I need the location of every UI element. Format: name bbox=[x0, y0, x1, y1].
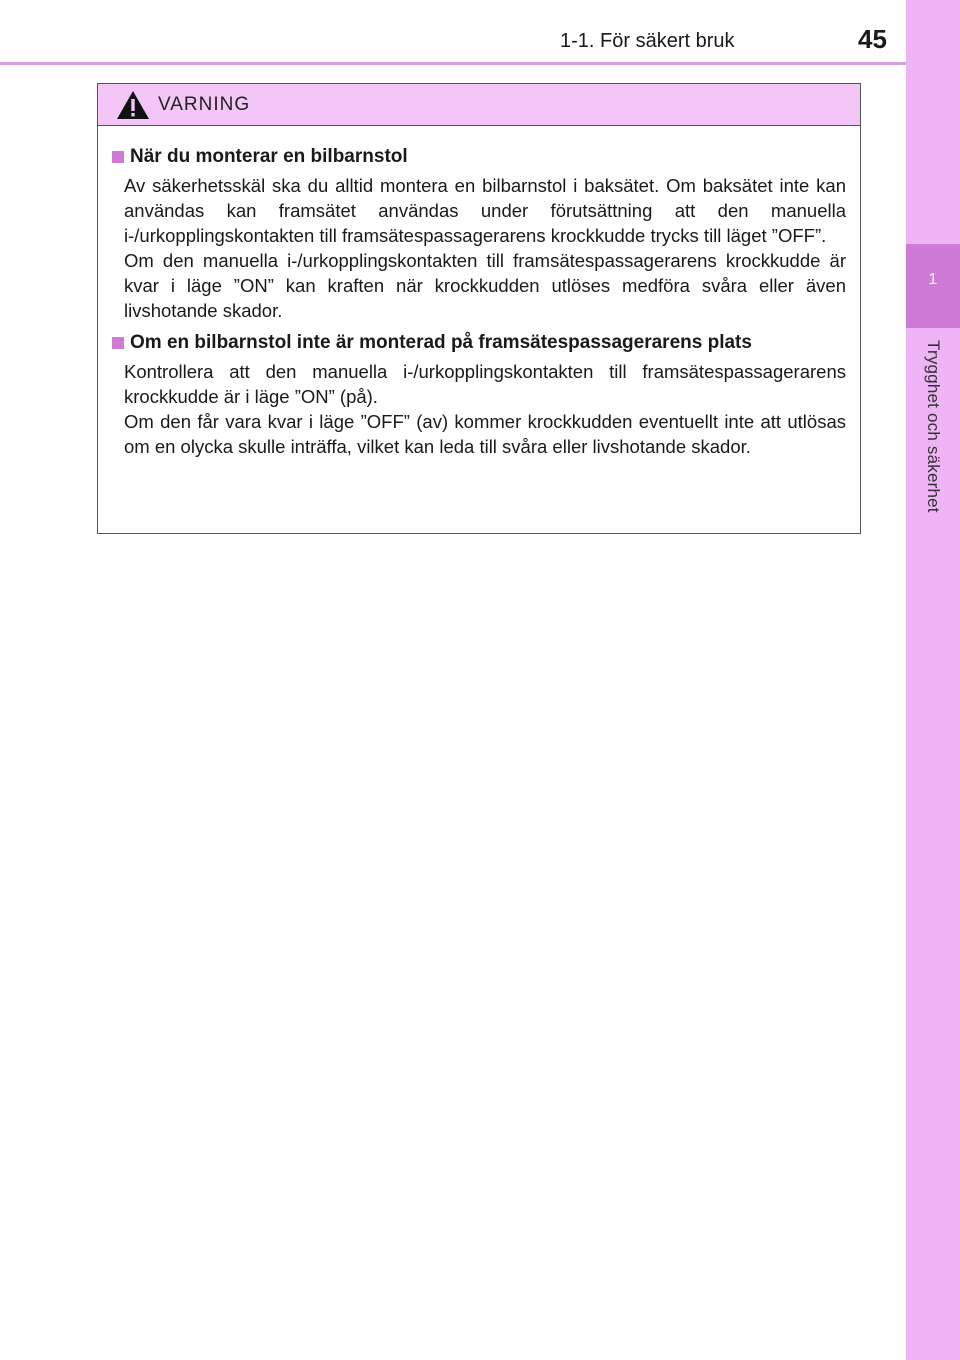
chapter-title: Trygghet och säkerhet bbox=[924, 340, 943, 513]
item-heading-text: Om en bilbarnstol inte är monterad på framsätespassagerarens plats bbox=[130, 332, 752, 353]
square-bullet-icon bbox=[112, 151, 124, 163]
warning-title: VARNING bbox=[158, 93, 251, 115]
square-bullet-icon bbox=[112, 337, 124, 349]
warning-item-no-child-seat-front bbox=[112, 332, 846, 459]
warning-box bbox=[97, 83, 861, 534]
paragraph: Om den manuella i-/urkopplingskontakten till framsätespassagerarens krockkudde är kvar i läge ”ON” kan kraften när krockkudden utlöses medföra svåra eller även livshotande skador. bbox=[124, 250, 846, 321]
section-title: 1-1. För säkert bruk bbox=[560, 30, 735, 52]
item-heading bbox=[112, 146, 846, 168]
paragraph: Kontrollera att den manuella i-/urkopplingskontakten till framsätespassagerarens krockkudde är i läge ”ON” (på). bbox=[124, 361, 846, 407]
warning-body bbox=[98, 126, 860, 459]
paragraph: Av säkerhetsskäl ska du alltid montera en bilbarnstol i baksätet. Om baksätet inte kan användas kan framsätet användas under förutsättning att den manuella i-/urkopplingskontakten till framsätespassagerarens krockkudde trycks till läget ”OFF”. bbox=[124, 175, 846, 246]
page-number: 45 bbox=[858, 24, 887, 54]
paragraph: Om den får vara kvar i läge ”OFF” (av) kommer krockkudden eventuellt inte att utlösas om en olycka skulle inträffa, vilket kan leda till svåra eller livshotande skador. bbox=[124, 411, 846, 457]
item-heading bbox=[112, 332, 846, 354]
warning-triangle-icon bbox=[116, 90, 150, 120]
header-rule bbox=[0, 62, 906, 65]
item-heading-text: När du monterar en bilbarnstol bbox=[130, 146, 408, 167]
chapter-number: 1 bbox=[906, 244, 960, 328]
warning-item-child-seat-installation bbox=[112, 146, 846, 323]
warning-header bbox=[98, 84, 860, 126]
chapter-side-tab bbox=[906, 0, 960, 1360]
